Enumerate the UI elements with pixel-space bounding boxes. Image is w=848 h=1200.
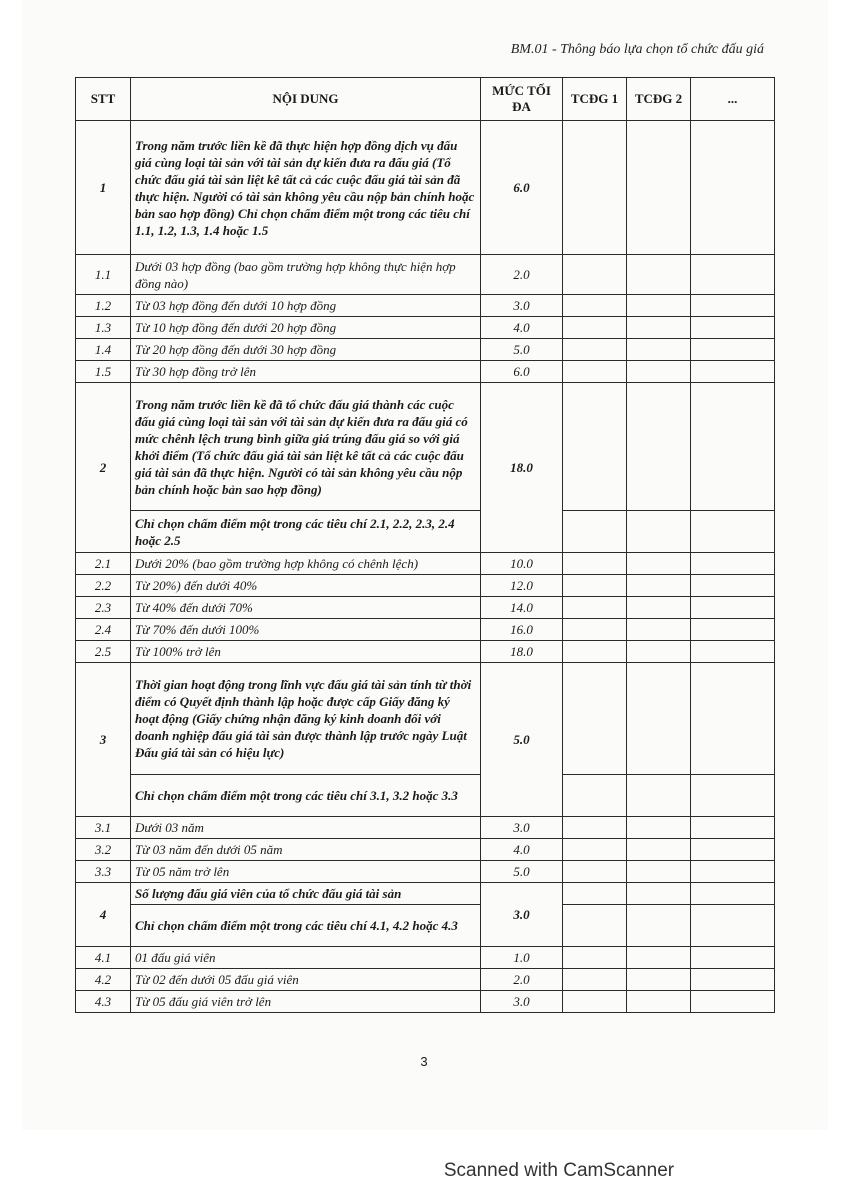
table-row	[76, 361, 775, 383]
row-content: Từ 40% đến dưới 70%	[131, 597, 481, 619]
table-row	[76, 295, 775, 317]
table-row	[76, 553, 775, 575]
score-cell-tcdg-1[interactable]	[563, 383, 627, 511]
row-content: Thời gian hoạt động trong lĩnh vực đấu giá tài sản tính từ thời điểm có Quyết định thành lập hoặc được cấp Giấy đăng ký hoạt động (Giấy chứng nhận đăng ký kinh doanh đối với doanh nghiệp đấu giá tài sản được thành lập trước ngày Luật Đấu giá tài sản có hiệu lực)	[131, 663, 481, 775]
score-cell-more[interactable]	[691, 255, 775, 295]
header-max-score: MỨC TỐI ĐA	[481, 78, 563, 121]
row-max-score: 5.0	[481, 861, 563, 883]
row-max-score: 3.0	[481, 295, 563, 317]
score-cell-more[interactable]	[691, 817, 775, 839]
score-cell-tcdg-2[interactable]	[627, 511, 691, 553]
score-cell-tcdg-2[interactable]	[627, 905, 691, 947]
score-cell-tcdg-1[interactable]	[563, 817, 627, 839]
row-max-score: 18.0	[481, 641, 563, 663]
score-cell-tcdg-1[interactable]	[563, 619, 627, 641]
row-max-score: 14.0	[481, 597, 563, 619]
score-cell-tcdg-2[interactable]	[627, 775, 691, 817]
row-content: Từ 02 đến dưới 05 đấu giá viên	[131, 969, 481, 991]
table-row	[76, 511, 775, 553]
score-cell-tcdg-1[interactable]	[563, 295, 627, 317]
score-cell-more[interactable]	[691, 969, 775, 991]
row-content: Số lượng đấu giá viên của tổ chức đấu giá tài sản	[131, 883, 481, 905]
score-cell-tcdg-1[interactable]	[563, 883, 627, 905]
row-content: Từ 10 hợp đồng đến dưới 20 hợp đồng	[131, 317, 481, 339]
table-row	[76, 383, 775, 511]
score-cell-tcdg-1[interactable]	[563, 905, 627, 947]
row-max-score: 4.0	[481, 317, 563, 339]
header-content: NỘI DUNG	[131, 78, 481, 121]
score-cell-more[interactable]	[691, 121, 775, 255]
row-max-score: 6.0	[481, 361, 563, 383]
table-row	[76, 905, 775, 947]
row-max-score: 12.0	[481, 575, 563, 597]
score-cell-tcdg-2[interactable]	[627, 553, 691, 575]
row-stt: 2.3	[76, 597, 131, 619]
row-stt: 3.2	[76, 839, 131, 861]
score-cell-tcdg-1[interactable]	[563, 121, 627, 255]
row-stt: 3	[76, 663, 131, 817]
row-content: Trong năm trước liền kề đã thực hiện hợp đồng dịch vụ đấu giá cùng loại tài sản với tài sản dự kiến đưa ra đấu giá (Tổ chức đấu giá tài sản liệt kê tất cả các cuộc đấu giá tài sản đã thực hiện. Người có tài sản không yêu cầu nộp bản chính hoặc bản sao hợp đồng) Chỉ chọn chấm điểm một trong các tiêu chí 1.1, 1.2, 1.3, 1.4 hoặc 1.5	[131, 121, 481, 255]
score-cell-tcdg-2[interactable]	[627, 663, 691, 775]
row-max-score: 10.0	[481, 553, 563, 575]
row-content: Dưới 03 hợp đồng (bao gồm trường hợp không thực hiện hợp đồng nào)	[131, 255, 481, 295]
row-stt: 1.2	[76, 295, 131, 317]
table-row	[76, 339, 775, 361]
score-cell-tcdg-2[interactable]	[627, 991, 691, 1013]
row-stt: 1.3	[76, 317, 131, 339]
table-row	[76, 969, 775, 991]
score-cell-tcdg-2[interactable]	[627, 861, 691, 883]
score-cell-tcdg-1[interactable]	[563, 553, 627, 575]
table-row	[76, 255, 775, 295]
table-row	[76, 775, 775, 817]
score-cell-tcdg-2[interactable]	[627, 317, 691, 339]
score-cell-more[interactable]	[691, 775, 775, 817]
score-cell-more[interactable]	[691, 663, 775, 775]
table-row	[76, 121, 775, 255]
table-row	[76, 991, 775, 1013]
row-max-score: 2.0	[481, 255, 563, 295]
score-cell-tcdg-1[interactable]	[563, 775, 627, 817]
score-cell-tcdg-2[interactable]	[627, 947, 691, 969]
score-cell-tcdg-1[interactable]	[563, 641, 627, 663]
score-cell-tcdg-1[interactable]	[563, 663, 627, 775]
table-row	[76, 883, 775, 905]
header-tcdg-1: TCĐG 1	[563, 78, 627, 121]
row-content: Từ 05 đấu giá viên trở lên	[131, 991, 481, 1013]
table-row	[76, 641, 775, 663]
score-cell-tcdg-2[interactable]	[627, 255, 691, 295]
score-cell-tcdg-2[interactable]	[627, 839, 691, 861]
score-cell-tcdg-1[interactable]	[563, 597, 627, 619]
table-header-row	[76, 78, 775, 121]
score-cell-tcdg-2[interactable]	[627, 361, 691, 383]
row-stt: 3.1	[76, 817, 131, 839]
row-content: Từ 20%) đến dưới 40%	[131, 575, 481, 597]
table-row	[76, 947, 775, 969]
table-row	[76, 575, 775, 597]
table-row	[76, 861, 775, 883]
row-stt: 1	[76, 121, 131, 255]
score-cell-more[interactable]	[691, 839, 775, 861]
row-stt: 2	[76, 383, 131, 553]
row-content: Từ 03 năm đến dưới 05 năm	[131, 839, 481, 861]
row-max-score: 2.0	[481, 969, 563, 991]
row-max-score: 4.0	[481, 839, 563, 861]
row-content: Dưới 03 năm	[131, 817, 481, 839]
score-cell-tcdg-1[interactable]	[563, 317, 627, 339]
row-max-score: 5.0	[481, 339, 563, 361]
row-stt: 1.1	[76, 255, 131, 295]
row-stt: 2.1	[76, 553, 131, 575]
row-max-score: 16.0	[481, 619, 563, 641]
row-stt: 2.4	[76, 619, 131, 641]
row-max-score: 3.0	[481, 883, 563, 947]
row-stt: 1.5	[76, 361, 131, 383]
score-cell-tcdg-1[interactable]	[563, 991, 627, 1013]
score-cell-tcdg-1[interactable]	[563, 947, 627, 969]
score-cell-tcdg-2[interactable]	[627, 383, 691, 511]
score-cell-tcdg-2[interactable]	[627, 597, 691, 619]
score-cell-tcdg-2[interactable]	[627, 575, 691, 597]
row-subnote: Chỉ chọn chấm điểm một trong các tiêu chí 4.1, 4.2 hoặc 4.3	[131, 905, 481, 947]
form-header-note: BM.01 - Thông báo lựa chọn tổ chức đấu giá	[510, 42, 764, 57]
table-row	[76, 663, 775, 775]
score-cell-tcdg-2[interactable]	[627, 641, 691, 663]
row-stt: 1.4	[76, 339, 131, 361]
row-stt: 4.2	[76, 969, 131, 991]
row-stt: 4	[76, 883, 131, 947]
table-row	[76, 817, 775, 839]
table-row	[76, 619, 775, 641]
score-cell-more[interactable]	[691, 383, 775, 511]
score-cell-more[interactable]	[691, 553, 775, 575]
score-cell-more[interactable]	[691, 883, 775, 905]
score-cell-more[interactable]	[691, 317, 775, 339]
row-content: Từ 03 hợp đồng đến dưới 10 hợp đồng	[131, 295, 481, 317]
score-cell-more[interactable]	[691, 991, 775, 1013]
score-cell-tcdg-2[interactable]	[627, 121, 691, 255]
score-cell-tcdg-1[interactable]	[563, 361, 627, 383]
score-cell-more[interactable]	[691, 861, 775, 883]
score-cell-more[interactable]	[691, 597, 775, 619]
row-content: 01 đấu giá viên	[131, 947, 481, 969]
table-row	[76, 839, 775, 861]
row-content: Dưới 20% (bao gồm trường hợp không có chênh lệch)	[131, 553, 481, 575]
row-content: Từ 05 năm trở lên	[131, 861, 481, 883]
score-cell-tcdg-2[interactable]	[627, 619, 691, 641]
score-cell-more[interactable]	[691, 619, 775, 641]
score-cell-more[interactable]	[691, 295, 775, 317]
score-cell-more[interactable]	[691, 947, 775, 969]
row-stt: 3.3	[76, 861, 131, 883]
row-max-score: 1.0	[481, 947, 563, 969]
row-max-score: 3.0	[481, 817, 563, 839]
score-cell-tcdg-1[interactable]	[563, 969, 627, 991]
page-number: 3	[420, 1054, 428, 1069]
scoring-table	[75, 77, 775, 1013]
row-subnote: Chỉ chọn chấm điểm một trong các tiêu chí 3.1, 3.2 hoặc 3.3	[131, 775, 481, 817]
score-cell-more[interactable]	[691, 511, 775, 553]
table-row	[76, 597, 775, 619]
score-cell-more[interactable]	[691, 641, 775, 663]
row-content: Trong năm trước liền kề đã tổ chức đấu giá thành các cuộc đấu giá cùng loại tài sản với tài sản dự kiến đưa ra đấu giá có mức chênh lệch trung bình giữa giá trúng đấu giá so với giá khởi điểm (Tổ chức đấu giá tài sản liệt kê tất cả các cuộc đấu giá tài sản đã thực hiện. Người có tài sản không yêu cầu nộp bản chính hoặc bản sao hợp đồng)	[131, 383, 481, 511]
row-stt: 4.1	[76, 947, 131, 969]
header-more: ...	[691, 78, 775, 121]
row-max-score: 5.0	[481, 663, 563, 817]
header-stt: STT	[76, 78, 131, 121]
score-cell-more[interactable]	[691, 339, 775, 361]
scanner-watermark: Scanned with CamScanner	[443, 1160, 675, 1181]
row-content: Từ 20 hợp đồng đến dưới 30 hợp đồng	[131, 339, 481, 361]
score-cell-tcdg-2[interactable]	[627, 969, 691, 991]
table-row	[76, 317, 775, 339]
row-subnote: Chỉ chọn chấm điểm một trong các tiêu chí 2.1, 2.2, 2.3, 2.4 hoặc 2.5	[131, 511, 481, 553]
row-stt: 2.2	[76, 575, 131, 597]
score-cell-more[interactable]	[691, 575, 775, 597]
row-content: Từ 70% đến dưới 100%	[131, 619, 481, 641]
score-cell-tcdg-2[interactable]	[627, 295, 691, 317]
score-cell-tcdg-1[interactable]	[563, 575, 627, 597]
score-cell-tcdg-1[interactable]	[563, 339, 627, 361]
score-cell-tcdg-2[interactable]	[627, 817, 691, 839]
score-cell-tcdg-1[interactable]	[563, 511, 627, 553]
row-content: Từ 100% trở lên	[131, 641, 481, 663]
header-tcdg-2: TCĐG 2	[627, 78, 691, 121]
row-max-score: 3.0	[481, 991, 563, 1013]
score-cell-tcdg-2[interactable]	[627, 883, 691, 905]
score-cell-more[interactable]	[691, 905, 775, 947]
score-cell-more[interactable]	[691, 361, 775, 383]
row-max-score: 18.0	[481, 383, 563, 553]
row-stt: 2.5	[76, 641, 131, 663]
row-content: Từ 30 hợp đồng trở lên	[131, 361, 481, 383]
row-max-score: 6.0	[481, 121, 563, 255]
score-cell-tcdg-1[interactable]	[563, 839, 627, 861]
score-cell-tcdg-1[interactable]	[563, 861, 627, 883]
score-cell-tcdg-2[interactable]	[627, 339, 691, 361]
score-cell-tcdg-1[interactable]	[563, 255, 627, 295]
row-stt: 4.3	[76, 991, 131, 1013]
